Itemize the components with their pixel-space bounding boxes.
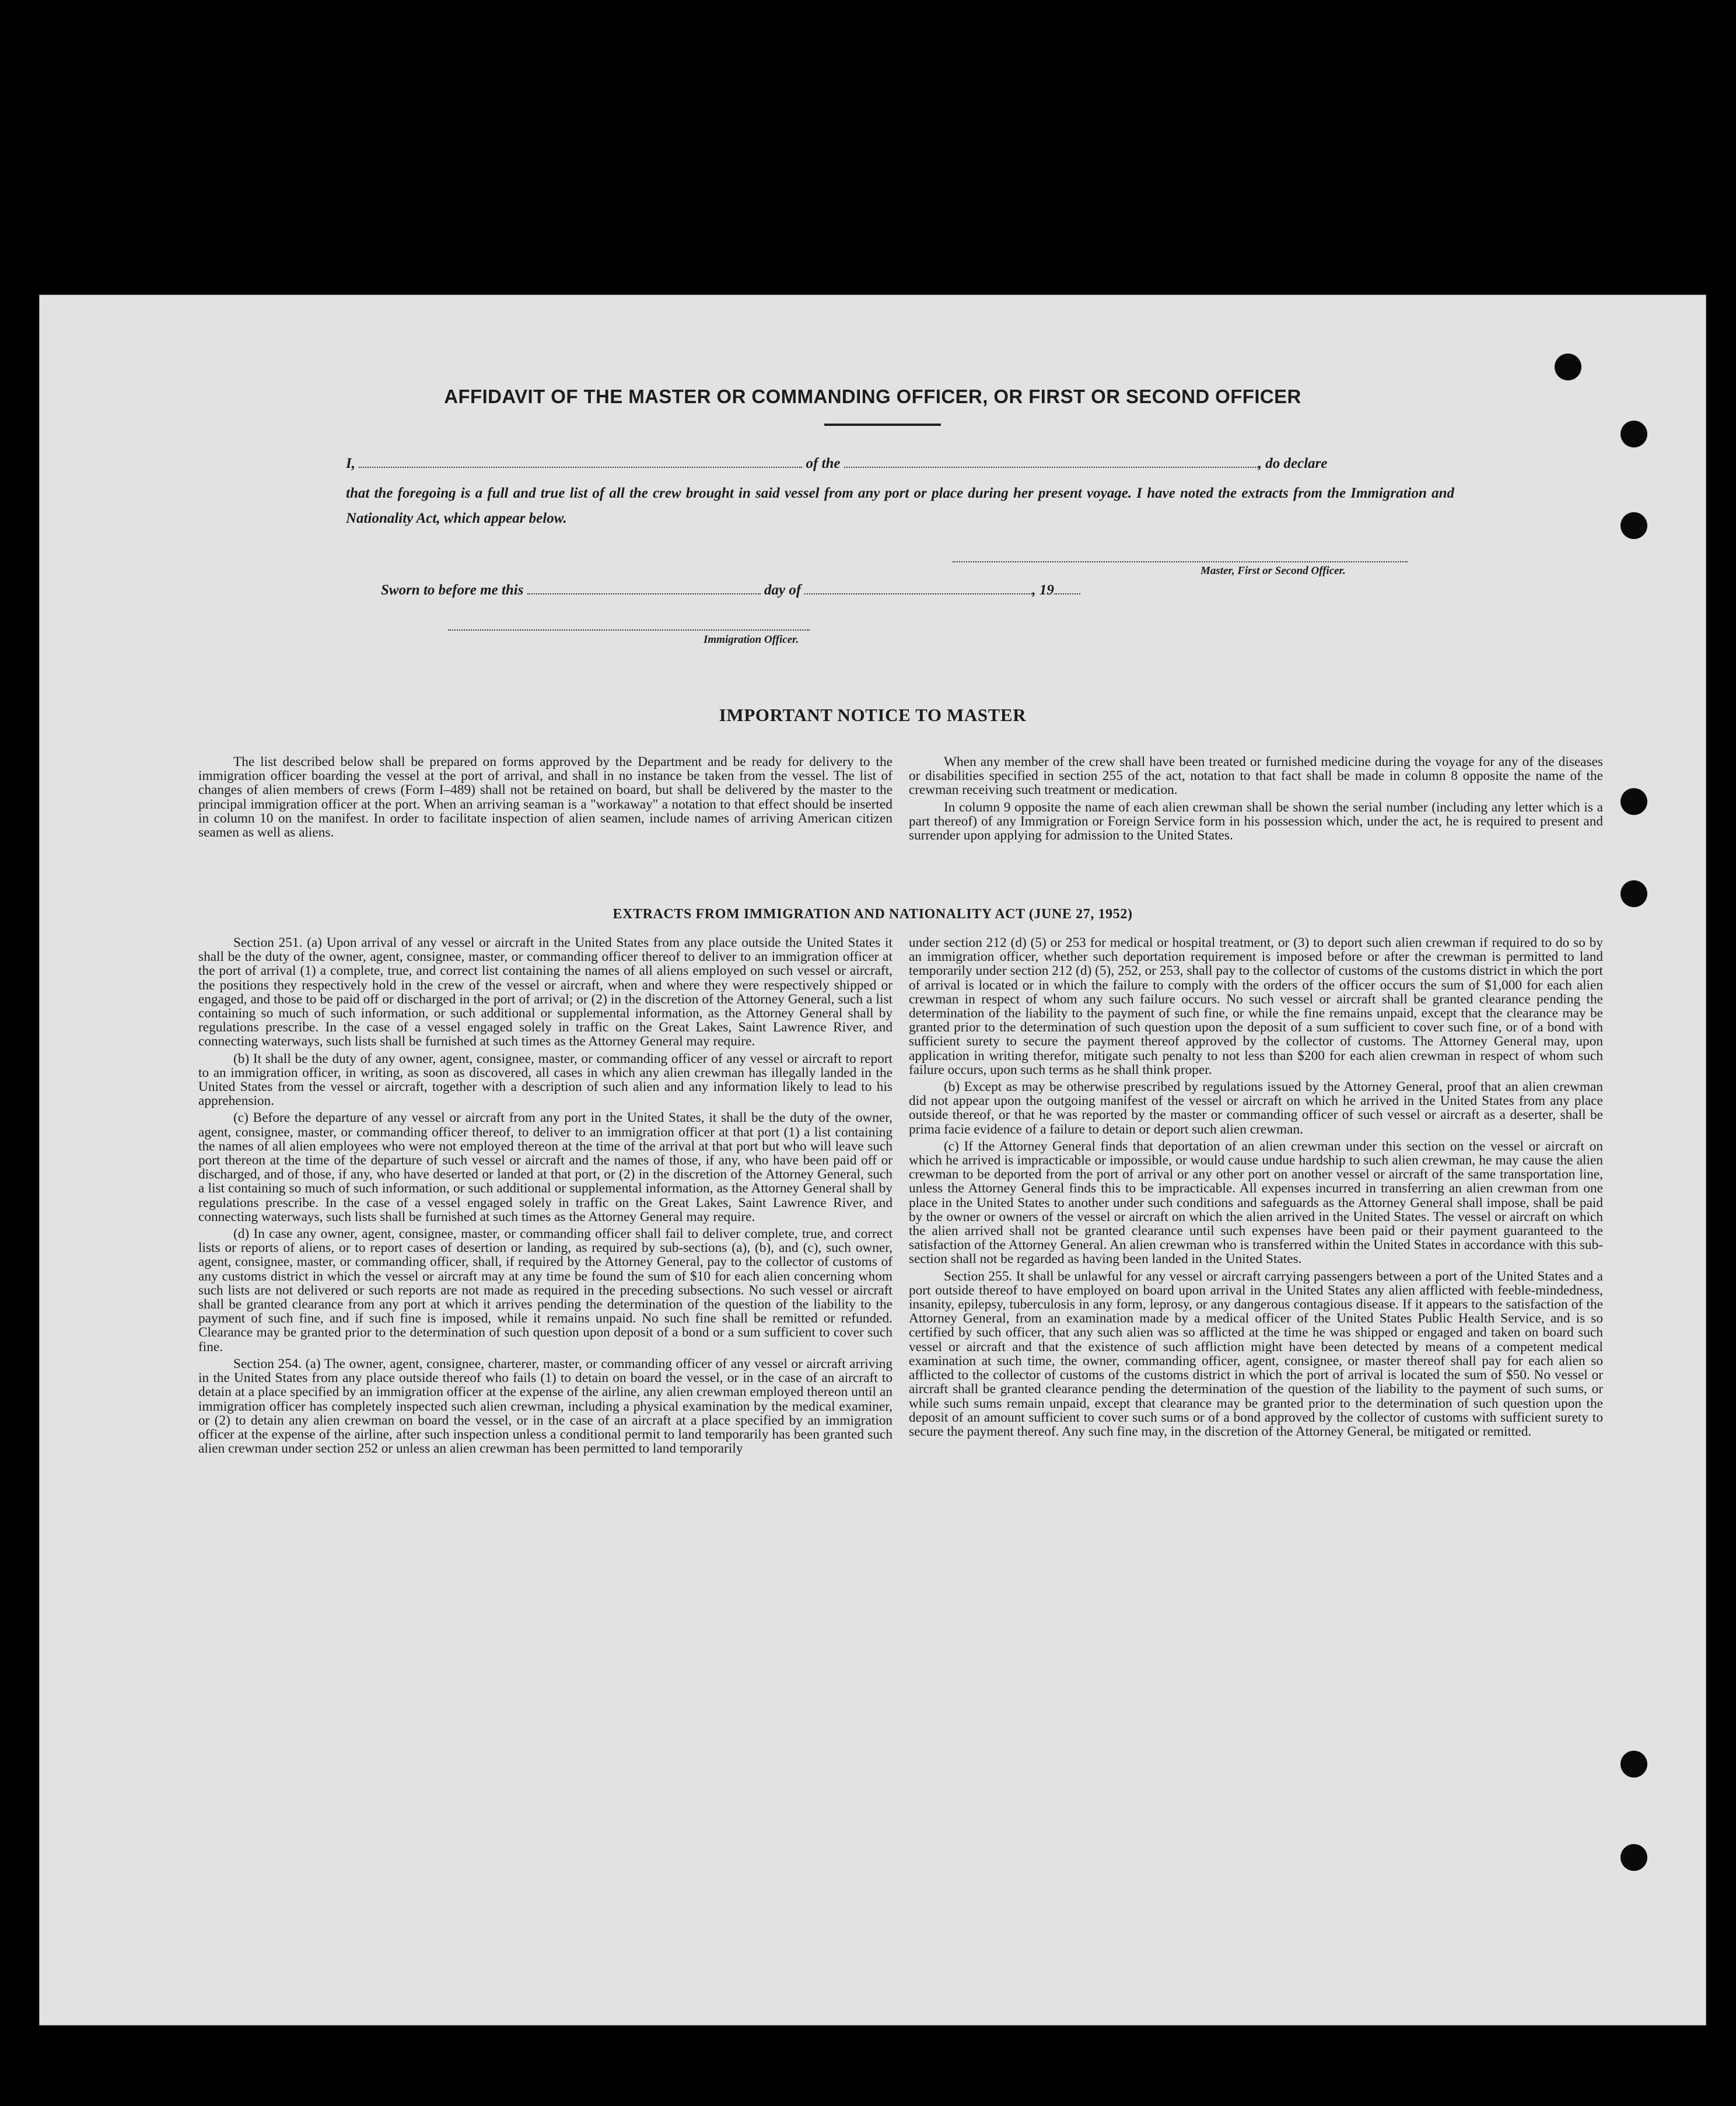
- sworn-label: Sworn to before me this: [381, 582, 524, 598]
- section-paragraph: Section 254. (a) The owner, agent, consignee, charterer, master, or commanding officer of any vessel or aircraft arriving in the United States from any place outside thereof who fails (1) to detain on board the vessel, or in the case of an aircraft to detain at a place specified by an immigration officer at the expense of the airline, any alien crewman employed thereon until an immigration officer has completely inspected such alien crewman, including a physical examination by the medical examiner, or (2) to detain any alien crewman on board the vessel, or in the case of an aircraft at a place specified by an immigration officer at the expense of the airline, after such inspection unless a conditional permit to land temporarily has been granted such alien crewman under section 252 or unless an alien crewman has been permitted to land temporarily: [198, 1356, 892, 1457]
- name-field[interactable]: [359, 466, 802, 468]
- binder-hole-5: [1620, 880, 1647, 907]
- notice-left-column: [198, 755, 892, 842]
- declaration-end: , do declare: [1258, 456, 1328, 471]
- notice-paragraph: The list described below shall be prepared on forms approved by the Department and be ready for delivery to the immigration officer boarding the vessel at the port of arrival, and shall in no instance be taken from the vessel. The list of changes of alien members of crews (Form I–489) shall not be retained on board, but shall be delivered by the master to the principal immigration officer at the port. When an arriving seaman is a "workaway" a notation to that effect should be inserted in column 10 on the manifest. In order to facilitate inspection of alien seamen, include names of arriving American citizen seamen as well as aliens.: [198, 754, 892, 841]
- section-paragraph: (c) Before the departure of any vessel or aircraft from any port in the United States, it shall be the duty of the owner, agent, consignee, master, or commanding officer thereof, to deliver to an immigration officer at that port (1) a list containing the names of all alien employees who were not employed thereon at the time of the arrival at that port but who will leave such port thereon at the time of the departure of such vessel or aircraft and the names of those, if any, who have been paid off or discharged, and of those, if any, who have deserted or landed at that port, or (2) in the discretion of the Attorney General, such a list containing so much of such information, or such additional or supplemental information, as the Attorney General shall by regulations prescribe. In the case of a vessel engaged solely in traffic on the Great Lakes, Saint Lawrence River, and connecting waterways, such lists shall be furnished at such times as the Attorney General may require.: [198, 1110, 892, 1225]
- section-paragraph: Section 255. It shall be unlawful for any vessel or aircraft carrying passengers between a port of the United States and a port outside thereof to have employed on board upon arrival in the United States any alien afflicted with feeble-mindedness, insanity, epilepsy, tuberculosis in any form, leprosy, or any dangerous contagious disease. If it appears to the satisfaction of the Attorney General, from an examination made by a medical officer of the United States Public Health Service, and is so certified by such officer, that any such alien was so afflicted at the time he was shipped or engaged and taken on board such vessel or aircraft and that the existence of such affliction might have been detected by means of a competent medical examination at such time, the owner, commanding officer, agent, consignee, or master thereof shall pay for each alien so afflicted to the collector of customs of the customs district in which the port of arrival is located the sum of $50. No vessel or aircraft shall be granted clearance pending the determination of the question of the liability to the payment of such sums, or while such sums remain unpaid, except that clearance may be granted prior to the determination of such question upon the deposit of an amount sufficient to cover such sums or of a bond approved by the collector of customs with sufficient surety to secure the payment thereof. Any such fine may, in the discretion of the Attorney General, be mitigated or remitted.: [909, 1268, 1603, 1439]
- binder-hole-7: [1620, 1844, 1647, 1871]
- form-page: [39, 295, 1706, 2025]
- section-paragraph: (c) If the Attorney General finds that deportation of an alien crewman under this section on the vessel or aircraft on which he arrived is impracticable or impossible, or would cause undue hardship to such alien crewman, he may cause the alien crewman to be deported from the port of arrival or any other port on another vessel or aircraft of the same transportation line, unless the Attorney General finds this to be impracticable. All expenses incurred in transferring an alien crewman from one place in the United States to another under such conditions and safeguards as the Attorney General shall impose, shall be paid by the owner or owners of the vessel or aircraft on which the alien arrived in the United States. The vessel or aircraft on which the alien arrived shall not be granted clearance until such expenses have been paid or their payment guaranteed to the satisfaction of the Attorney General. An alien crewman who is transferred within the United States in accordance with this sub-section shall not be regarded as having been landed in the United States.: [909, 1138, 1603, 1267]
- declaration-vessel-label: of the: [806, 456, 841, 471]
- immigration-officer-label: Immigration Officer.: [704, 634, 799, 646]
- section-paragraph: (d) In case any owner, agent, consignee, master, or commanding officer shall fail to deliver complete, true, and correct lists or reports of aliens, or to report cases of desertion or landing, as required by sub-sections (a), (b), and (c), such owner, agent, consignee, master, or commanding officer, shall, if required by the Attorney General, pay to the collector of customs of any customs district in which the vessel or aircraft may at any time be found the sum of $10 for each alien concerning whom such lists are not delivered or such reports are not made as required in the preceding subsections. No such vessel or aircraft shall be granted clearance from any port at which it arrives pending the determination of the question of the liability to the payment of such fine, and if such fine is imposed, while it remains unpaid. No such fine shall be remitted or refunded. Clearance may be granted prior to the determination of such question upon deposit of a bond or a sum sufficient to cover such fine.: [198, 1226, 892, 1355]
- declaration-statement: that the foregoing is a full and true list of all the crew brought in said vessel from any port or place during her present voyage. I have noted the extracts from the Immigration and Nationality Act, which appear below.: [346, 485, 1454, 526]
- notice-right-column: [909, 755, 1603, 845]
- section-paragraph: (b) Except as may be otherwise prescribed by regulations issued by the Attorney General, proof that an alien crewman did not appear upon the outgoing manifest of the vessel or aircraft on which he arrived in the United States from any place outside thereof, or that he was reported by the master or commanding officer of such vessel or aircraft as a deserter, shall be prima facie evidence of a failure to detain or deport such alien crewman.: [909, 1079, 1603, 1137]
- binder-hole-1: [1555, 354, 1581, 380]
- declaration-line: [346, 456, 1327, 472]
- binder-hole-2: [1620, 421, 1647, 447]
- vessel-field[interactable]: [844, 466, 1258, 468]
- sworn-year-field[interactable]: [1054, 593, 1080, 594]
- binder-hole-3: [1620, 512, 1647, 539]
- affidavit-title: AFFIDAVIT OF THE MASTER OR COMMANDING OFFICER, OR FIRST OR SECOND OFFICER: [444, 386, 1301, 407]
- immigration-officer-signature-line[interactable]: [448, 629, 810, 631]
- sworn-line: [381, 582, 1080, 599]
- binder-hole-6: [1620, 1751, 1647, 1778]
- section-paragraph: under section 212 (d) (5) or 253 for medical or hospital treatment, or (3) to deport such alien crewman if required to do so by an immigration officer, whether such deportation requirement is imposed before or after the crewman is permitted to land temporarily under section 212 (d) (5), 252, or 253, shall pay to the collector of customs of the customs district in which the port of arrival is located or in which the failure to comply with the orders of the officer occurs the sum of $1,000 for each alien crewman in respect of whom any such failure occurs. No such vessel or aircraft shall be granted clearance pending the determination of the liability to the payment of such fine, or while the fine remains unpaid, except that the clearance may be granted prior to the determination of such question upon the deposit of a sum sufficient to cover such fine, or of a bond with sufficient surety to secure the payment thereof approved by the collector of customs. The Attorney General may, upon application in writing therefor, mitigate such penalty to not less than $200 for each alien crewman in respect of whom such failure occurs, upon such terms as he shall think proper.: [909, 935, 1603, 1078]
- sworn-date-field[interactable]: [527, 593, 761, 594]
- master-signature-label: Master, First or Second Officer.: [1200, 565, 1346, 577]
- binder-hole-4: [1620, 788, 1647, 815]
- notice-title: IMPORTANT NOTICE TO MASTER: [719, 705, 1027, 725]
- sworn-year-label: , 19: [1032, 582, 1054, 598]
- extracts-title: EXTRACTS FROM IMMIGRATION AND NATIONALITY ACT (JUNE 27, 1952): [612, 907, 1133, 922]
- master-signature-line[interactable]: [953, 561, 1408, 562]
- notice-paragraph: In column 9 opposite the name of each alien crewman shall be shown the serial number (including any letter which is a part thereof) of any Immigration or Foreign Service form in his possession which, under the act, he is required to present and surrender upon applying for admission to the United States.: [909, 799, 1603, 844]
- declaration-start: I,: [346, 456, 355, 471]
- section-paragraph: Section 251. (a) Upon arrival of any vessel or aircraft in the United States from any place outside the United States it shall be the duty of the owner, agent, consignee, master, or commanding officer thereof to deliver to an immigration officer at the port of arrival (1) a complete, true, and correct list containing the names of all aliens employed on such vessel or aircraft, the positions they respectively hold in the crew of the vessel or aircraft, when and where they were respectively shipped or engaged, and those to be paid off or discharged in the port of arrival; or (2) in the discretion of the Attorney General, such a list containing so much of such information, or such additional or supplemental information, as the Attorney General shall by regulations prescribe. In the case of a vessel engaged solely in traffic on the Great Lakes, Saint Lawrence River, and connecting waterways, such lists shall be furnished at such times as the Attorney General may require.: [198, 935, 892, 1049]
- extracts-right-column: [909, 936, 1603, 1442]
- section-paragraph: (b) It shall be the duty of any owner, agent, consignee, master, or commanding officer of any vessel or aircraft to report to an immigration officer, in writing, as soon as discovered, all cases in which any alien crewman has illegally landed in the United States from the vessel or aircraft, together with a description of such alien and any information likely to lead to his apprehension.: [198, 1051, 892, 1109]
- extracts-left-column: [198, 936, 892, 1458]
- notice-paragraph: When any member of the crew shall have been treated or furnished medicine during the voyage for any of the diseases or disabilities specified in section 255 of the act, notation to that fact shall be made in column 8 opposite the name of the crewman receiving such treatment or medication.: [909, 754, 1603, 798]
- sworn-month-field[interactable]: [804, 593, 1032, 594]
- title-divider: [824, 424, 941, 426]
- sworn-day-label: day of: [764, 582, 802, 598]
